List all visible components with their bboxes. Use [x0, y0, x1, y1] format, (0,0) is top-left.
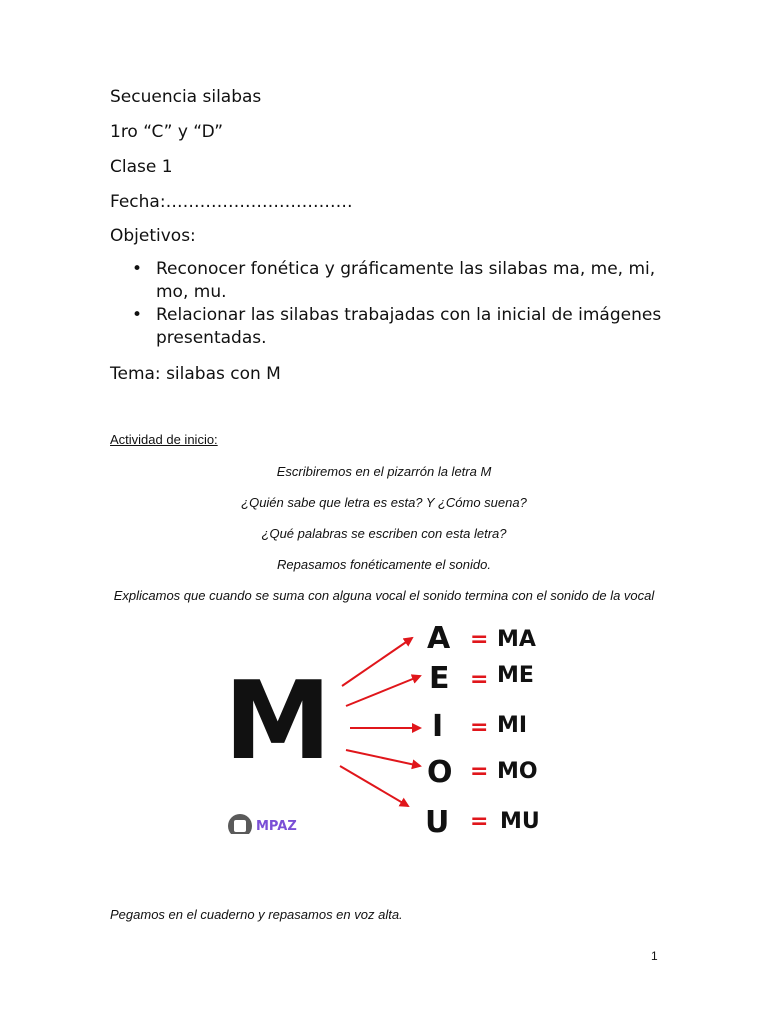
watermark-text: MPAZ	[256, 819, 297, 834]
activity-heading: Actividad de inicio:	[110, 432, 218, 447]
watermark-logo	[228, 814, 297, 834]
document-title: Secuencia silabas	[110, 87, 262, 107]
equals-sign: =	[470, 627, 489, 652]
arrow-to-e	[346, 676, 420, 706]
syllable-figure	[222, 616, 546, 834]
objective-text: Reconocer fonética y gráficamente las silabas ma, me, mi, mo, mu.	[156, 259, 656, 302]
equals-sign: =	[470, 809, 489, 834]
arrow-to-o	[346, 750, 420, 766]
topic-line: Tema: silabas con M	[110, 364, 281, 384]
syllable-ma: MA	[497, 627, 536, 652]
vowel-o: O	[427, 755, 453, 790]
bullet-icon: •	[132, 259, 143, 279]
big-letter-m: M	[224, 659, 332, 784]
activity-line: Escribiremos en el pizarrón la letra M	[276, 464, 492, 479]
vowel-e: E	[429, 661, 450, 696]
bullet-icon: •	[132, 305, 143, 325]
equals-sign: =	[470, 759, 489, 784]
activity-line: ¿Quién sabe que letra es esta? Y ¿Cómo suena?	[241, 495, 527, 510]
equals-sign: =	[470, 667, 489, 692]
syllable-mi: MI	[497, 713, 528, 738]
syllable-mu: MU	[500, 809, 540, 834]
equals-sign: =	[470, 715, 489, 740]
objectives-label: Objetivos:	[110, 226, 196, 246]
objective-item	[110, 258, 670, 304]
grade-line: 1ro “C” y “D”	[110, 122, 224, 142]
objective-item	[110, 304, 670, 350]
objective-text: Relacionar las silabas trabajadas con la inicial de imágenes presentadas.	[156, 305, 662, 348]
vowel-i: I	[432, 709, 444, 744]
activity-line: Explicamos que cuando se suma con alguna vocal el sonido termina con el sonido de la vocal	[113, 588, 655, 603]
vowel-a: A	[427, 621, 451, 656]
vowel-u: U	[425, 805, 450, 834]
objectives-list	[110, 258, 670, 350]
date-line: Fecha:……………………………	[110, 192, 353, 212]
arrow-to-u	[340, 766, 408, 806]
page-number: 1	[651, 949, 658, 963]
activity-line: Repasamos fonéticamente el sonido.	[277, 557, 491, 572]
closing-line: Pegamos en el cuaderno y repasamos en voz alta.	[110, 907, 403, 922]
arrow-to-a	[342, 638, 412, 686]
syllable-me: ME	[497, 663, 534, 688]
activity-line: ¿Qué palabras se escriben con esta letra?	[261, 526, 507, 541]
class-line: Clase 1	[110, 157, 173, 177]
syllable-mo: MO	[497, 759, 538, 784]
